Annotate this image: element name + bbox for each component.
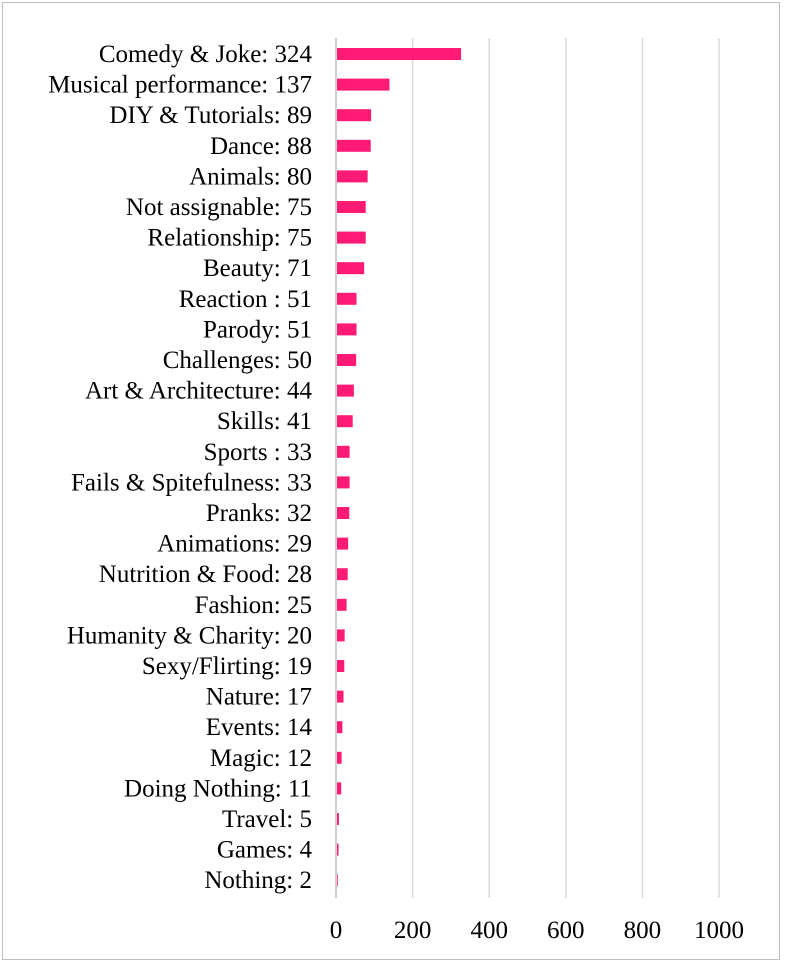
bar-20 bbox=[337, 660, 344, 672]
bar-11 bbox=[337, 385, 354, 397]
bar-26 bbox=[337, 844, 339, 856]
category-label: Travel: 5 bbox=[221, 806, 312, 833]
category-label: Relationship: 75 bbox=[147, 224, 312, 252]
category-label: Nothing: 2 bbox=[204, 867, 312, 895]
bar-12 bbox=[337, 415, 353, 427]
bar-6 bbox=[337, 232, 366, 244]
category-label: DIY & Tutorials: 89 bbox=[109, 102, 312, 130]
category-label: Parody: 51 bbox=[202, 316, 312, 344]
category-label: Games: 4 bbox=[216, 836, 312, 864]
category-label: Doing Nothing: 11 bbox=[124, 775, 312, 803]
x-axis-tick-labels bbox=[330, 917, 744, 944]
bar-4 bbox=[337, 170, 368, 182]
bar-25 bbox=[337, 813, 339, 825]
category-label: Dance: 88 bbox=[209, 132, 312, 160]
x-tick-label: 400 bbox=[470, 917, 508, 944]
category-label: Sports : 33 bbox=[203, 438, 312, 466]
bar-2 bbox=[337, 109, 371, 121]
bar-14 bbox=[337, 476, 350, 488]
bar-7 bbox=[337, 262, 364, 274]
category-label: Sexy/Flirting: 19 bbox=[141, 653, 312, 680]
bar-10 bbox=[337, 354, 356, 366]
gridlines bbox=[336, 38, 719, 898]
category-labels bbox=[48, 41, 312, 894]
x-tick-label: 0 bbox=[329, 917, 343, 944]
bar-18 bbox=[337, 599, 347, 611]
category-label: Humanity & Charity: 20 bbox=[66, 622, 312, 650]
category-label: Art & Architecture: 44 bbox=[84, 377, 312, 405]
bar-1 bbox=[337, 79, 389, 91]
x-tick-label: 200 bbox=[393, 917, 432, 944]
x-tick-label: 800 bbox=[623, 917, 662, 944]
category-label: Not assignable: 75 bbox=[125, 194, 312, 221]
bar-5 bbox=[337, 201, 366, 213]
category-label: Magic: 12 bbox=[209, 744, 312, 772]
bar-17 bbox=[337, 568, 348, 580]
bar-8 bbox=[337, 293, 357, 305]
category-label: Musical performance: 137 bbox=[48, 71, 312, 99]
bar-0 bbox=[337, 48, 461, 60]
category-label: Fashion: 25 bbox=[194, 591, 312, 619]
bar-15 bbox=[337, 507, 349, 519]
bar-24 bbox=[337, 782, 341, 794]
bar-3 bbox=[337, 140, 371, 152]
bar-22 bbox=[337, 721, 342, 733]
category-label: Challenges: 50 bbox=[162, 347, 312, 374]
category-label: Nature: 17 bbox=[205, 683, 312, 711]
category-label: Reaction : 51 bbox=[178, 285, 312, 313]
category-label: Fails & Spitefulness: 33 bbox=[71, 469, 312, 497]
category-label: Animations: 29 bbox=[157, 530, 312, 558]
category-label: Beauty: 71 bbox=[202, 255, 312, 283]
category-label: Pranks: 32 bbox=[205, 500, 312, 527]
bar-21 bbox=[337, 691, 344, 703]
bar-27 bbox=[337, 874, 338, 886]
bar-19 bbox=[337, 629, 345, 641]
category-label: Comedy & Joke: 324 bbox=[98, 41, 312, 68]
category-label: Skills: 41 bbox=[216, 408, 312, 436]
x-tick-label: 600 bbox=[547, 917, 585, 944]
bar-9 bbox=[337, 323, 357, 335]
bars bbox=[337, 48, 461, 886]
category-label: Animals: 80 bbox=[189, 163, 312, 191]
x-tick-label: 1000 bbox=[694, 917, 744, 944]
category-label: Nutrition & Food: 28 bbox=[98, 561, 312, 589]
bar-23 bbox=[337, 752, 342, 764]
category-label: Events: 14 bbox=[205, 714, 312, 742]
bar-16 bbox=[337, 538, 348, 550]
bar-13 bbox=[337, 446, 350, 458]
